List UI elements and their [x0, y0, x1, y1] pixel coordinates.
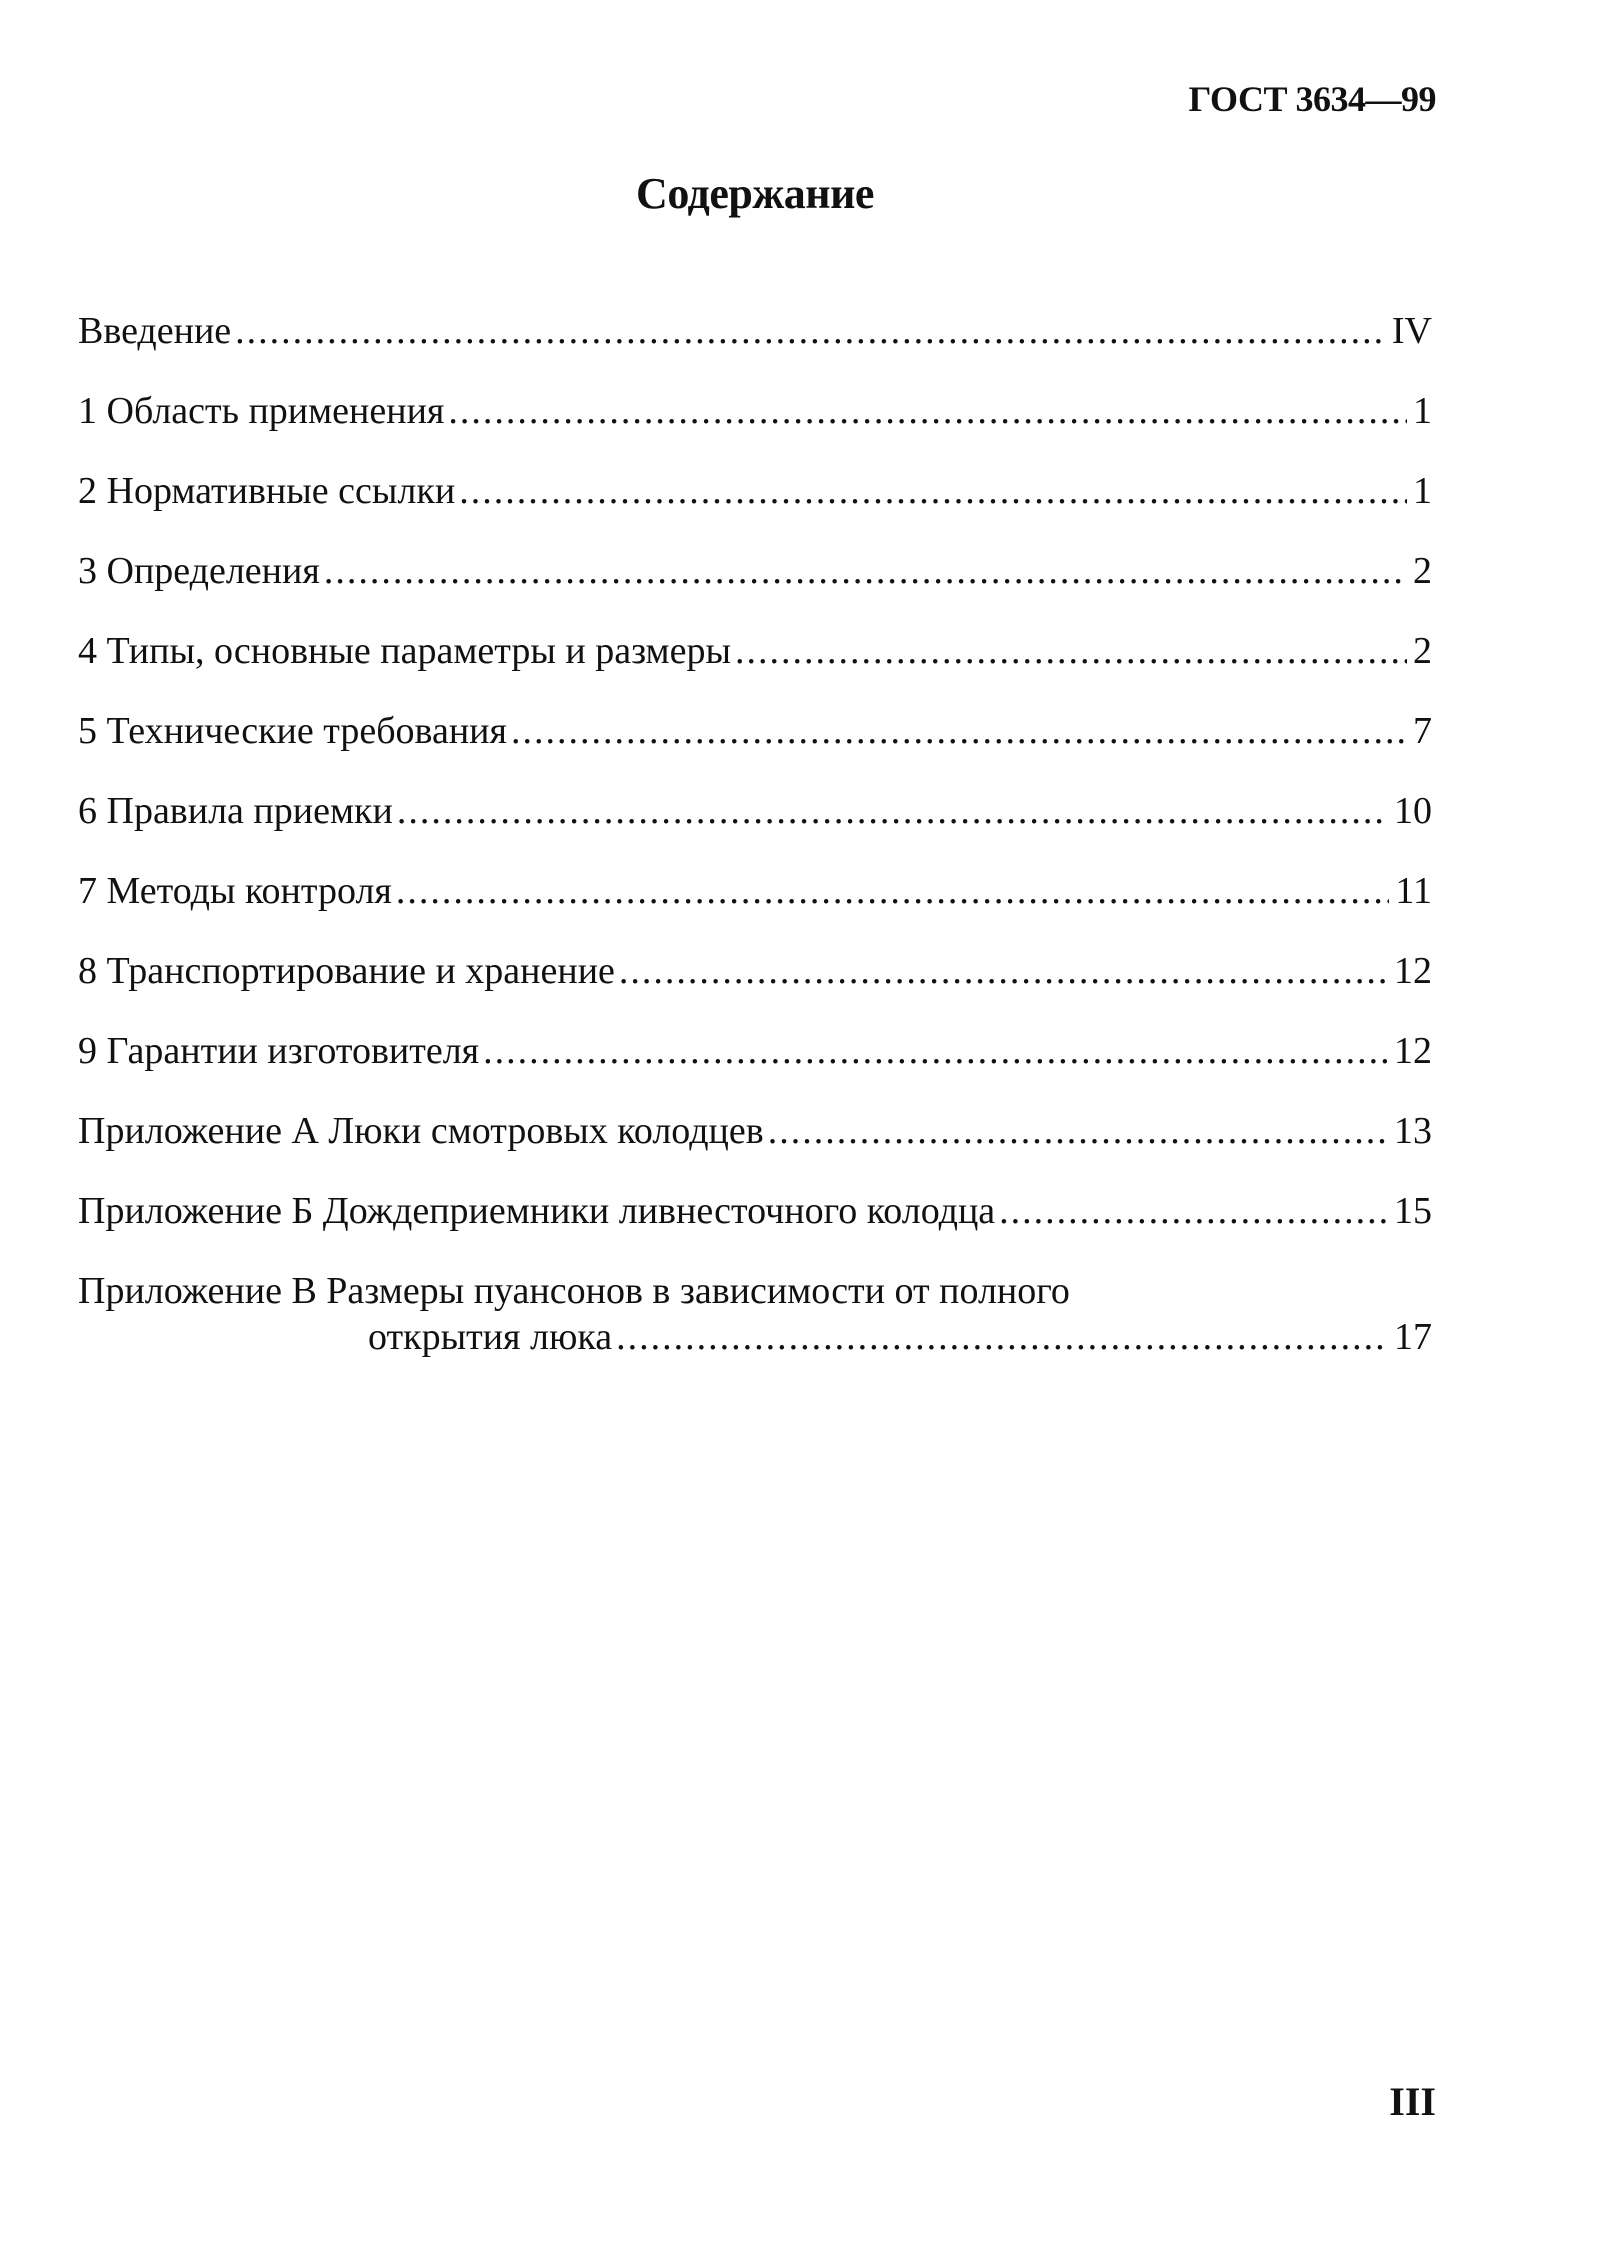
- toc-entry-introduction: [78, 308, 1432, 388]
- table-of-contents: [78, 308, 1432, 1360]
- dot-leader: [483, 1028, 1388, 1074]
- dot-leader: [619, 948, 1388, 994]
- dot-leader: [511, 708, 1407, 754]
- toc-entry-label: Приложение А Люки смотровых колодцев: [78, 1110, 764, 1152]
- toc-entry-page: 7: [1413, 710, 1432, 752]
- dot-leader: [324, 548, 1407, 594]
- toc-entry-label: 9 Гарантии изготовителя: [78, 1030, 480, 1072]
- toc-entry-label-line-2: открытия люка: [368, 1316, 613, 1358]
- toc-entry-page: 12: [1394, 950, 1432, 992]
- toc-entry-label-line-1: Приложение В Размеры пуансонов в зависимости от полного: [78, 1270, 1070, 1312]
- toc-entry-section-3: [78, 548, 1432, 628]
- toc-entry-page: 17: [1394, 1316, 1432, 1358]
- document-designation: ГОСТ 3634—99: [1188, 79, 1436, 119]
- toc-entry-page: 15: [1394, 1190, 1432, 1232]
- toc-entry-label: 7 Методы контроля: [78, 870, 392, 912]
- dot-leader: [448, 388, 1407, 434]
- toc-entry-page: 10: [1394, 790, 1432, 832]
- toc-entry-page: 1: [1413, 390, 1432, 432]
- toc-entry-label: Введение: [78, 310, 232, 352]
- page-number: III: [1389, 2079, 1436, 2124]
- toc-entry-section-2: [78, 468, 1432, 548]
- dot-leader: [396, 868, 1389, 914]
- toc-entry-label: 1 Область применения: [78, 390, 445, 432]
- toc-entry-page: 12: [1394, 1030, 1432, 1072]
- toc-entry-section-6: [78, 788, 1432, 868]
- toc-entry-label: 4 Типы, основные параметры и размеры: [78, 630, 731, 672]
- dot-leader: [397, 788, 1388, 834]
- toc-entry-page: 13: [1394, 1110, 1432, 1152]
- toc-entry-label: 5 Технические требования: [78, 710, 507, 752]
- dot-leader: [235, 308, 1386, 354]
- toc-entry-section-5: [78, 708, 1432, 788]
- toc-entry-page: 1: [1413, 470, 1432, 512]
- toc-entry-section-4: [78, 628, 1432, 708]
- dot-leader: [616, 1314, 1388, 1360]
- toc-entry-section-1: [78, 388, 1432, 468]
- toc-entry-label: 3 Определения: [78, 550, 320, 592]
- toc-entry-section-8: [78, 948, 1432, 1028]
- toc-entry-page: 2: [1413, 550, 1432, 592]
- toc-entry-appendix-b: [78, 1188, 1432, 1268]
- toc-entry-appendix-v: [78, 1268, 1432, 1360]
- dot-leader: [735, 628, 1407, 674]
- toc-entry-label: Приложение Б Дождеприемники ливнесточного колодца: [78, 1190, 996, 1232]
- toc-entry-label: 8 Транспортирование и хранение: [78, 950, 615, 992]
- dot-leader: [459, 468, 1407, 514]
- toc-entry-label: 2 Нормативные ссылки: [78, 470, 456, 512]
- page-title: Содержание: [636, 169, 874, 218]
- toc-entry-page: 2: [1413, 630, 1432, 672]
- toc-entry-page: IV: [1391, 310, 1432, 352]
- dot-leader: [999, 1188, 1388, 1234]
- dot-leader: [768, 1108, 1388, 1154]
- toc-entry-label: 6 Правила приемки: [78, 790, 393, 832]
- toc-entry-page: 11: [1395, 870, 1432, 912]
- toc-entry-section-7: [78, 868, 1432, 948]
- toc-entry-appendix-a: [78, 1108, 1432, 1188]
- toc-entry-section-9: [78, 1028, 1432, 1108]
- toc-entry-continuation: [78, 1314, 1432, 1360]
